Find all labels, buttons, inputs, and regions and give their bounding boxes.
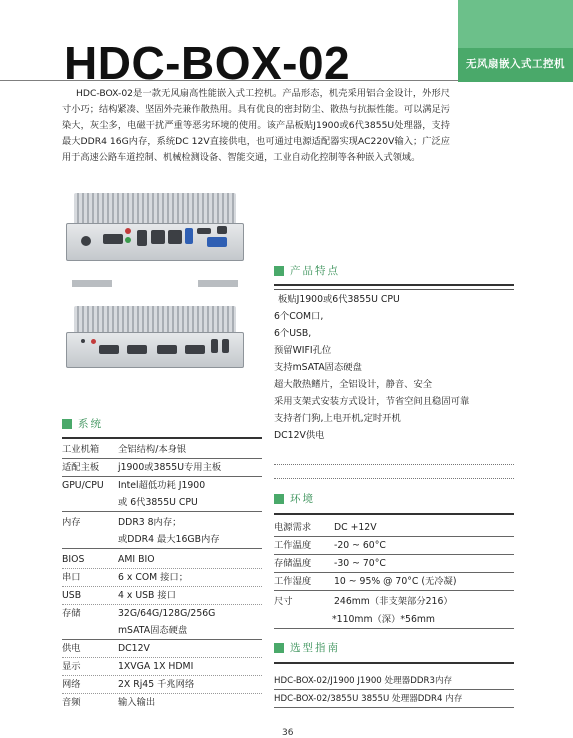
com-port-icon xyxy=(103,234,123,244)
usb-port-icon xyxy=(222,339,229,353)
features-list xyxy=(274,292,514,443)
table-row: 或 6代3855U CPU xyxy=(62,495,262,512)
table-row: BIOS AMI BIO xyxy=(62,552,262,569)
table-row: 工作湿度 10 ~ 95% @ 70°C (无冷凝) xyxy=(274,574,514,591)
table-row: 内存 DDR3 8内存； xyxy=(62,517,182,528)
environment-heading: 环境 xyxy=(274,492,514,508)
led-icon xyxy=(81,339,85,343)
table-row: 供电 DC12V xyxy=(62,641,262,658)
rear-panel xyxy=(66,332,244,368)
table-row: GPU/CPU Intel超低功耗 J1900 xyxy=(62,480,206,491)
heatsink-fins xyxy=(74,193,236,227)
dc-jack-icon xyxy=(217,226,227,234)
section-marker-icon xyxy=(62,419,72,429)
feature-item: 超大散热鳍片，全铝设计，静音、安全 xyxy=(274,379,433,390)
table-row: 尺寸 246mm（非支架部分216） xyxy=(274,596,453,607)
com-port-icon xyxy=(157,345,177,354)
table-row: 工作温度 -20 ~ 60°C xyxy=(274,538,514,555)
lan-port-icon xyxy=(168,230,182,244)
hdmi-port-icon xyxy=(197,228,211,234)
section-marker-icon xyxy=(274,266,284,276)
usb-port-icon xyxy=(137,230,147,246)
audio-jack-icon xyxy=(125,237,131,243)
system-rule xyxy=(62,437,262,439)
feature-item: 支持者门狗,上电开机,定时开机 xyxy=(274,413,401,424)
feature-item: 6个COM口, xyxy=(274,311,324,322)
usb3-port-icon xyxy=(185,228,193,244)
feature-item: 支持mSATA固态硬盘 xyxy=(274,362,362,373)
category-tab-strip xyxy=(458,0,573,48)
features-dotted-rule xyxy=(274,464,514,465)
product-photo-rear xyxy=(66,306,244,378)
usb-port-icon xyxy=(211,339,218,353)
table-row: USB 4 x USB 接口 xyxy=(62,588,262,605)
audio-jack-icon xyxy=(91,339,96,344)
feature-item: DC12V供电 xyxy=(274,430,325,441)
feature-item: 预留WIFI孔位 xyxy=(274,345,332,356)
feature-item: 采用支架式安装方式设计，节省空间且稳固可靠 xyxy=(274,396,470,407)
front-panel xyxy=(66,223,244,261)
table-row: 存储 32G/64G/128G/256G xyxy=(62,608,216,619)
system-heading: 系统 xyxy=(62,417,262,433)
features-rule-thin xyxy=(274,289,514,290)
table-row: 存储温度 -30 ~ 70°C xyxy=(274,556,514,573)
table-row: 显示 1XVGA 1X HDMI xyxy=(62,659,262,676)
features-dotted-rule xyxy=(274,478,514,479)
selection-row: HDC-BOX-02/J1900 J1900 处理器DDR3内存 xyxy=(274,673,514,690)
category-tab xyxy=(458,0,573,82)
environment-rule xyxy=(274,513,514,515)
features-heading: 产品特点 xyxy=(274,264,514,280)
audio-jack-icon xyxy=(125,228,131,234)
table-row: 网络 2X Rj45 千兆网络 xyxy=(62,677,262,694)
selection-row: HDC-BOX-02/3855U 3855U 处理器DDR4 内存 xyxy=(274,691,514,708)
page-number: 36 xyxy=(282,728,294,738)
com-port-icon xyxy=(99,345,119,354)
table-row: mSATA固态硬盘 xyxy=(62,623,262,640)
table-row: 工业机箱 全铝结构/本身银 xyxy=(62,442,262,459)
feature-item: 板贴J1900或6代3855U CPU xyxy=(278,294,400,305)
selection-rule xyxy=(274,662,514,664)
intro-paragraph: HDC-BOX-02是一款无风扇高性能嵌入式工控机。产品形态，机壳采用铝合金设计，外形尺寸小巧；结构紧凑、坚固外壳兼作散热用。具有优良的密封防尘、散热与抗振性能。可以满足污染大，灰尘多，电磁干扰严重等恶劣环境的使用。该产品板贴J1900或6代3855U处理器，支持最大DDR4 16G内存，系统DC 12V直接供电，也可通过电源适配器实现AC220V输入；广泛应用于高速公路车道控制、机械检测设备、智能交通，工业自动化控制等各种嵌入式领域。 xyxy=(62,88,450,163)
mount-bracket xyxy=(198,280,238,287)
category-tab-label: 无风扇嵌入式工控机 xyxy=(466,58,565,70)
section-marker-icon xyxy=(274,494,284,504)
com-port-icon xyxy=(127,345,147,354)
table-row: 电源需求 DC +12V xyxy=(274,520,514,537)
lan-port-icon xyxy=(151,230,165,244)
table-row: 音频 输入输出 xyxy=(62,697,156,708)
product-photo-front xyxy=(66,193,244,281)
feature-item: 6个USB, xyxy=(274,328,312,339)
selection-heading: 选型指南 xyxy=(274,641,514,657)
product-title: HDC-BOX-02 xyxy=(64,37,351,89)
table-row: 串口 6 x COM 接口； xyxy=(62,570,262,587)
table-row: *110mm（深）*56mm xyxy=(274,612,514,629)
mount-bracket xyxy=(72,280,112,287)
table-row: 或DDR4 最大16GB内存 xyxy=(62,532,262,549)
table-row: 适配主板 j1900或3855U专用主板 xyxy=(62,460,262,477)
power-button-icon xyxy=(81,236,91,246)
com-port-icon xyxy=(185,345,205,354)
features-rule xyxy=(274,284,514,286)
section-marker-icon xyxy=(274,643,284,653)
vga-port-icon xyxy=(207,237,227,247)
